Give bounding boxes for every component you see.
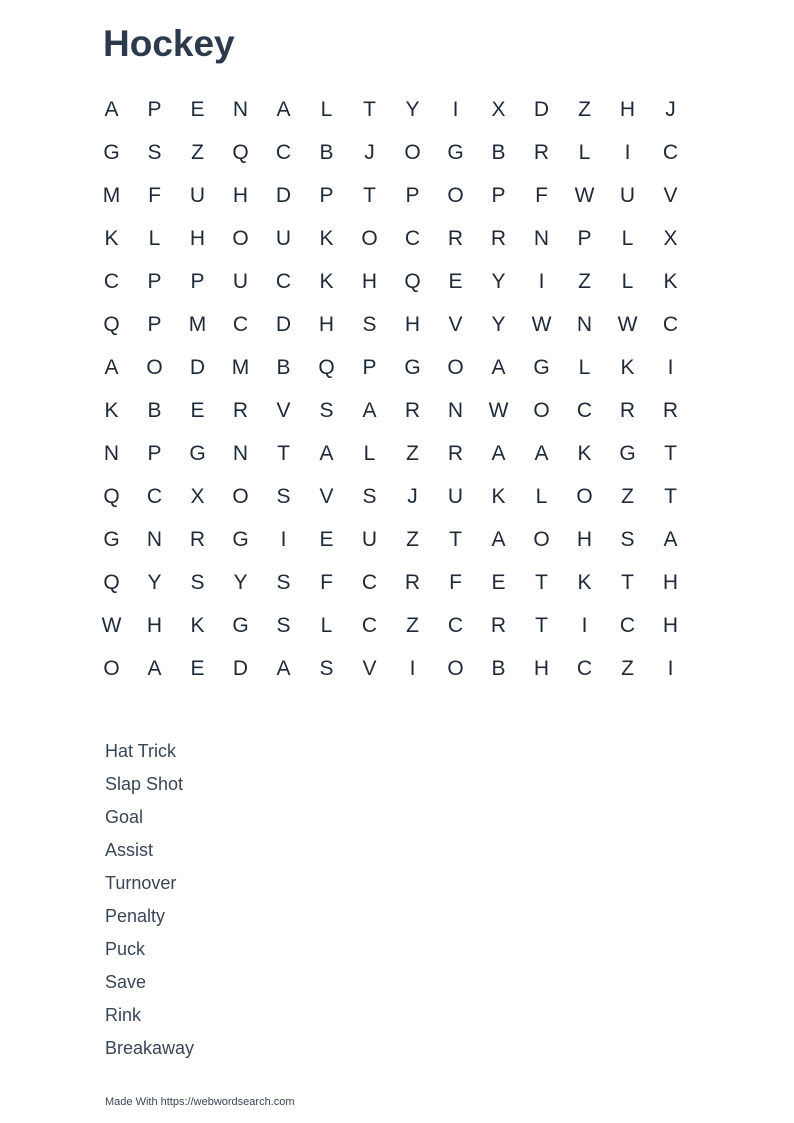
grid-cell[interactable]: I: [667, 355, 674, 379]
grid-cell[interactable]: A: [491, 527, 506, 551]
grid-cell[interactable]: K: [577, 441, 592, 465]
grid-cell[interactable]: C: [275, 140, 292, 164]
grid-cell[interactable]: H: [232, 183, 249, 207]
grid-cell[interactable]: H: [404, 312, 421, 336]
grid-cell[interactable]: C: [232, 312, 249, 336]
grid-cell[interactable]: Z: [191, 140, 204, 164]
grid-cell[interactable]: L: [535, 484, 548, 508]
grid-cell[interactable]: C: [275, 269, 292, 293]
grid-cell[interactable]: V: [319, 484, 334, 508]
grid-cell[interactable]: N: [232, 97, 249, 121]
grid-cell[interactable]: I: [667, 656, 674, 680]
grid-cell[interactable]: P: [147, 441, 162, 465]
grid-cell[interactable]: F: [320, 570, 333, 594]
grid-cell[interactable]: Y: [147, 570, 162, 594]
grid-cell[interactable]: H: [662, 613, 679, 637]
grid-cell[interactable]: S: [319, 656, 334, 680]
grid-cell[interactable]: N: [146, 527, 163, 551]
grid-cell[interactable]: O: [404, 140, 421, 164]
grid-cell[interactable]: A: [276, 656, 291, 680]
grid-cell[interactable]: Z: [406, 527, 419, 551]
grid-cell[interactable]: R: [490, 613, 507, 637]
grid-cell[interactable]: K: [663, 269, 678, 293]
grid-cell[interactable]: T: [664, 484, 677, 508]
grid-cell[interactable]: I: [409, 656, 416, 680]
grid-cell[interactable]: Z: [578, 97, 591, 121]
grid-cell[interactable]: I: [280, 527, 287, 551]
grid-cell[interactable]: D: [189, 355, 206, 379]
grid-cell[interactable]: K: [577, 570, 592, 594]
grid-cell[interactable]: X: [190, 484, 205, 508]
grid-cell[interactable]: G: [447, 140, 464, 164]
grid-cell[interactable]: N: [232, 441, 249, 465]
grid-cell[interactable]: Z: [621, 484, 634, 508]
grid-cell[interactable]: L: [621, 269, 634, 293]
grid-cell[interactable]: H: [318, 312, 335, 336]
grid-cell[interactable]: R: [662, 398, 679, 422]
grid-cell[interactable]: P: [491, 183, 506, 207]
grid-cell[interactable]: R: [232, 398, 249, 422]
word-list-item: Breakaway: [105, 1038, 195, 1058]
grid-cell[interactable]: M: [102, 183, 121, 207]
grid-cell[interactable]: U: [232, 269, 249, 293]
grid-cell[interactable]: H: [146, 613, 163, 637]
grid-cell[interactable]: A: [147, 656, 162, 680]
grid-cell[interactable]: S: [276, 484, 291, 508]
grid-cell[interactable]: W: [574, 183, 595, 207]
grid-cell[interactable]: C: [361, 570, 378, 594]
grid-cell[interactable]: R: [619, 398, 636, 422]
grid-cell[interactable]: T: [621, 570, 634, 594]
grid-cell[interactable]: L: [363, 441, 376, 465]
grid-cell[interactable]: W: [101, 613, 122, 637]
grid-cell[interactable]: V: [663, 183, 678, 207]
grid-cell[interactable]: O: [232, 226, 249, 250]
grid-cell[interactable]: R: [533, 140, 550, 164]
grid-cell[interactable]: C: [404, 226, 421, 250]
grid-cell[interactable]: D: [275, 312, 292, 336]
grid-cell[interactable]: K: [104, 226, 119, 250]
grid-cell[interactable]: R: [404, 570, 421, 594]
grid-cell[interactable]: V: [362, 656, 377, 680]
grid-cell[interactable]: H: [189, 226, 206, 250]
grid-cell[interactable]: L: [578, 355, 591, 379]
grid-cell[interactable]: A: [104, 97, 119, 121]
grid-cell[interactable]: P: [147, 312, 162, 336]
grid-cell[interactable]: E: [190, 97, 205, 121]
grid-cell[interactable]: C: [103, 269, 120, 293]
grid-cell[interactable]: Y: [491, 269, 506, 293]
grid-cell[interactable]: K: [104, 398, 119, 422]
grid-cell[interactable]: O: [232, 484, 249, 508]
grid-cell[interactable]: G: [103, 527, 120, 551]
grid-cell[interactable]: O: [533, 527, 550, 551]
grid-cell[interactable]: O: [447, 183, 464, 207]
grid-cell[interactable]: Y: [233, 570, 248, 594]
grid-cell[interactable]: Z: [406, 613, 419, 637]
grid-cell[interactable]: V: [448, 312, 463, 336]
grid-cell[interactable]: D: [275, 183, 292, 207]
grid-cell[interactable]: A: [491, 441, 506, 465]
word-list-item: Turnover: [105, 873, 177, 893]
grid-cell[interactable]: E: [491, 570, 506, 594]
grid-cell[interactable]: S: [276, 570, 291, 594]
word-list-item: Slap Shot: [105, 774, 184, 794]
grid-cell[interactable]: Q: [103, 570, 120, 594]
grid-cell[interactable]: D: [232, 656, 249, 680]
grid-cell[interactable]: L: [320, 97, 333, 121]
grid-cell[interactable]: C: [146, 484, 163, 508]
grid-cell[interactable]: H: [662, 570, 679, 594]
grid-cell[interactable]: P: [577, 226, 592, 250]
grid-cell[interactable]: F: [148, 183, 161, 207]
grid-cell[interactable]: H: [533, 656, 550, 680]
grid-cell[interactable]: A: [534, 441, 549, 465]
grid-cell[interactable]: Y: [405, 97, 420, 121]
grid-cell[interactable]: V: [276, 398, 291, 422]
grid-cell[interactable]: C: [447, 613, 464, 637]
grid-cell[interactable]: S: [190, 570, 205, 594]
grid-cell[interactable]: Q: [318, 355, 335, 379]
grid-cell[interactable]: S: [362, 484, 377, 508]
grid-cell[interactable]: T: [449, 527, 462, 551]
grid-cell[interactable]: E: [190, 398, 205, 422]
word-list-item: Penalty: [105, 906, 166, 926]
grid-cell[interactable]: U: [361, 527, 378, 551]
footer-credit: Made With https://webwordsearch.com: [105, 1096, 295, 1108]
grid-cell[interactable]: Q: [103, 484, 120, 508]
grid-cell[interactable]: T: [535, 570, 548, 594]
grid-cell[interactable]: M: [231, 355, 250, 379]
grid-cell[interactable]: G: [189, 441, 206, 465]
grid-cell[interactable]: K: [620, 355, 635, 379]
grid-cell[interactable]: U: [189, 183, 206, 207]
grid-cell[interactable]: Q: [404, 269, 421, 293]
grid-cell[interactable]: Y: [491, 312, 506, 336]
grid-cell[interactable]: C: [576, 656, 593, 680]
grid-cell[interactable]: E: [448, 269, 463, 293]
grid-cell[interactable]: N: [103, 441, 120, 465]
grid-cell[interactable]: O: [146, 355, 163, 379]
grid-cell[interactable]: E: [319, 527, 334, 551]
grid-cell[interactable]: F: [535, 183, 548, 207]
grid-cell[interactable]: B: [491, 656, 506, 680]
grid-cell[interactable]: T: [363, 183, 376, 207]
word-list-item: Save: [105, 972, 147, 992]
grid-cell[interactable]: B: [276, 355, 291, 379]
letter-grid: [90, 88, 692, 690]
grid-cell[interactable]: A: [104, 355, 119, 379]
grid-cell[interactable]: A: [276, 97, 291, 121]
word-list: [105, 735, 194, 1065]
grid-cell[interactable]: R: [490, 226, 507, 250]
grid-cell[interactable]: S: [620, 527, 635, 551]
grid-cell[interactable]: W: [617, 312, 638, 336]
grid-cell[interactable]: A: [362, 398, 377, 422]
grid-cell[interactable]: P: [319, 183, 334, 207]
word-list-item: Assist: [105, 840, 154, 860]
grid-cell[interactable]: T: [277, 441, 290, 465]
grid-cell[interactable]: S: [276, 613, 291, 637]
word-list-item: Hat Trick: [105, 741, 177, 761]
grid-cell[interactable]: C: [662, 312, 679, 336]
grid-cell[interactable]: W: [488, 398, 509, 422]
grid-cell[interactable]: A: [319, 441, 334, 465]
grid-cell[interactable]: C: [576, 398, 593, 422]
grid-cell[interactable]: L: [578, 140, 591, 164]
grid-cell[interactable]: P: [147, 269, 162, 293]
grid-cell[interactable]: R: [447, 226, 464, 250]
grid-cell[interactable]: H: [619, 97, 636, 121]
grid-cell[interactable]: G: [232, 527, 249, 551]
grid-cell[interactable]: B: [319, 140, 334, 164]
grid-cell[interactable]: N: [576, 312, 593, 336]
page-title: Hockey: [103, 23, 235, 64]
grid-cell[interactable]: P: [362, 355, 377, 379]
grid-cell[interactable]: T: [535, 613, 548, 637]
grid-cell[interactable]: S: [319, 398, 334, 422]
grid-cell[interactable]: A: [491, 355, 506, 379]
grid-cell[interactable]: X: [663, 226, 678, 250]
grid-cell[interactable]: E: [190, 656, 205, 680]
grid-cell[interactable]: U: [447, 484, 464, 508]
grid-cell[interactable]: R: [404, 398, 421, 422]
grid-cell[interactable]: I: [581, 613, 588, 637]
grid-cell[interactable]: U: [619, 183, 636, 207]
grid-cell[interactable]: S: [147, 140, 162, 164]
grid-cell[interactable]: L: [148, 226, 161, 250]
grid-cell[interactable]: B: [491, 140, 506, 164]
grid-cell[interactable]: D: [533, 97, 550, 121]
grid-cell[interactable]: P: [405, 183, 420, 207]
grid-cell[interactable]: S: [362, 312, 377, 336]
grid-cell[interactable]: T: [363, 97, 376, 121]
grid-cell[interactable]: O: [447, 656, 464, 680]
grid-cell[interactable]: J: [364, 140, 375, 164]
grid-cell[interactable]: A: [663, 527, 678, 551]
grid-cell[interactable]: B: [147, 398, 162, 422]
grid-cell[interactable]: O: [533, 398, 550, 422]
grid-cell[interactable]: Q: [232, 140, 249, 164]
grid-cell[interactable]: M: [188, 312, 207, 336]
word-list-item: Goal: [105, 807, 144, 827]
grid-cell[interactable]: C: [662, 140, 679, 164]
grid-cell[interactable]: K: [319, 269, 334, 293]
grid-cell[interactable]: L: [320, 613, 333, 637]
word-list-item: Rink: [105, 1005, 142, 1025]
grid-cell[interactable]: T: [664, 441, 677, 465]
grid-cell[interactable]: W: [531, 312, 552, 336]
grid-cell[interactable]: I: [624, 140, 631, 164]
grid-cell[interactable]: C: [361, 613, 378, 637]
grid-cell[interactable]: O: [576, 484, 593, 508]
grid-cell[interactable]: Q: [103, 312, 120, 336]
grid-cell[interactable]: G: [533, 355, 550, 379]
grid-cell[interactable]: K: [190, 613, 205, 637]
grid-cell[interactable]: G: [404, 355, 421, 379]
grid-cell[interactable]: C: [619, 613, 636, 637]
grid-cell[interactable]: L: [621, 226, 634, 250]
grid-cell[interactable]: G: [103, 140, 120, 164]
grid-cell[interactable]: H: [361, 269, 378, 293]
grid-cell[interactable]: G: [232, 613, 249, 637]
grid-cell[interactable]: J: [407, 484, 418, 508]
grid-cell[interactable]: P: [147, 97, 162, 121]
grid-cell[interactable]: O: [447, 355, 464, 379]
grid-cell[interactable]: I: [452, 97, 459, 121]
grid-cell[interactable]: K: [491, 484, 506, 508]
grid-cell[interactable]: Z: [578, 269, 591, 293]
grid-cell[interactable]: I: [538, 269, 545, 293]
grid-cell[interactable]: R: [447, 441, 464, 465]
grid-cell[interactable]: U: [275, 226, 292, 250]
grid-cell[interactable]: G: [619, 441, 636, 465]
grid-cell[interactable]: H: [576, 527, 593, 551]
grid-cell[interactable]: K: [319, 226, 334, 250]
grid-cell[interactable]: O: [103, 656, 120, 680]
grid-cell[interactable]: P: [190, 269, 205, 293]
grid-cell[interactable]: J: [665, 97, 676, 121]
grid-cell[interactable]: X: [491, 97, 506, 121]
grid-cell[interactable]: Z: [621, 656, 634, 680]
grid-cell[interactable]: O: [361, 226, 378, 250]
grid-cell[interactable]: N: [447, 398, 464, 422]
grid-cell[interactable]: N: [533, 226, 550, 250]
word-list-item: Puck: [105, 939, 146, 959]
grid-cell[interactable]: Z: [406, 441, 419, 465]
grid-cell[interactable]: F: [449, 570, 462, 594]
grid-cell[interactable]: R: [189, 527, 206, 551]
